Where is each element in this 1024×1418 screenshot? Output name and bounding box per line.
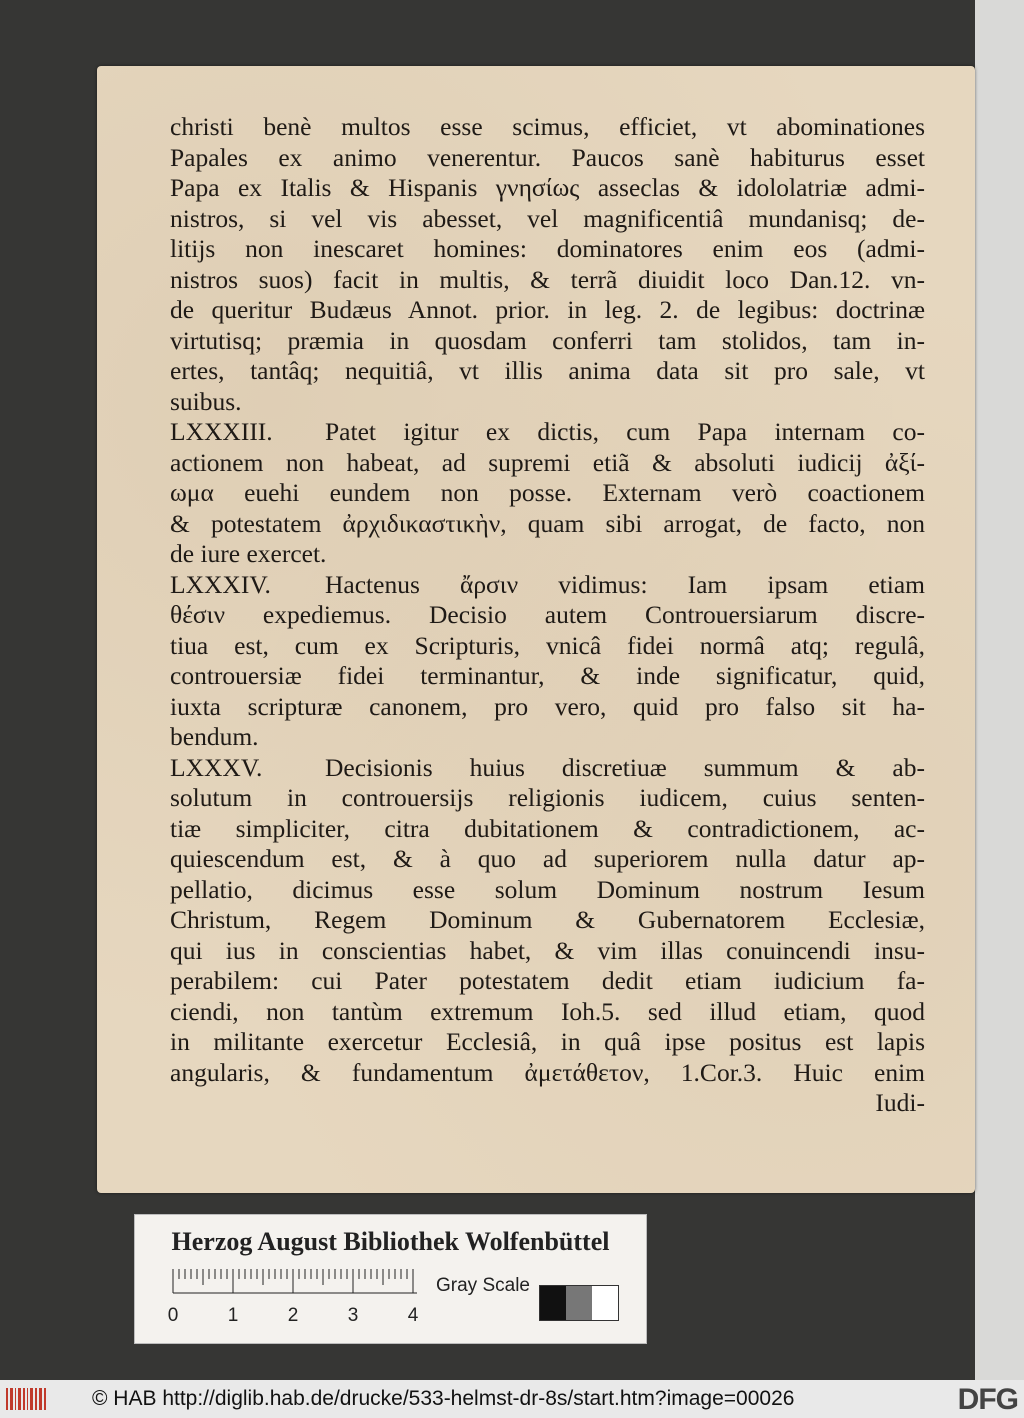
line-text: Hactenus ἄρσιν vidimus: Iam ipsam etiam xyxy=(325,569,925,599)
text-line xyxy=(170,234,925,265)
gray-swatch xyxy=(592,1286,618,1320)
line-text: Papales ex animo venerentur. Paucos sanè habiturus esset xyxy=(170,142,925,172)
gray-scale-label: Gray Scale xyxy=(436,1275,530,1296)
line-text: ertes, tantâq; nequitiâ, vt illis anima data sit pro sale, vt xyxy=(170,356,925,385)
line-text: Papa ex Italis & Hispanis γνησίως asseclas & idololatriæ admi- xyxy=(170,173,925,202)
line-text: Patet igitur ex dictis, cum Papa internam co- xyxy=(325,417,925,446)
text-line xyxy=(170,478,925,509)
copyright-url[interactable]: © HAB http://diglib.hab.de/drucke/533-helmst-dr-8s/start.htm?image=00026 xyxy=(92,1387,795,1410)
ruler xyxy=(165,1265,435,1325)
text-line xyxy=(170,1058,925,1089)
text-line xyxy=(170,356,925,387)
text-line xyxy=(170,570,925,601)
text-line xyxy=(170,997,925,1028)
footer xyxy=(0,1380,1024,1418)
text-line xyxy=(170,661,925,692)
gray-scale-swatches xyxy=(539,1285,619,1321)
text-line xyxy=(170,265,925,296)
line-text: qui ius in conscientias habet, & vim illas conuincendi insu- xyxy=(170,935,925,965)
text-line xyxy=(170,692,925,723)
line-text: ωμα euehi eundem non posse. Externam verò coactionem xyxy=(170,478,925,507)
text-line xyxy=(170,600,925,631)
gray-swatch xyxy=(566,1286,592,1320)
text-line xyxy=(170,173,925,204)
section-number: LXXXIII. xyxy=(170,417,273,446)
line-text: controuersiæ fidei terminantur, & inde significatur, quid, xyxy=(170,661,925,690)
line-text: θέσιν expediemus. Decisio autem Controuersiarum discre- xyxy=(170,600,925,629)
ruler-label: 1 xyxy=(227,1305,239,1325)
line-text: suibus. xyxy=(170,386,242,416)
text-line xyxy=(170,1027,925,1058)
line-text: & potestatem ἀρχιδικαστικὴν, quam sibi arrogat, de facto, non xyxy=(170,508,925,538)
text-line xyxy=(170,448,925,479)
catchword: Iudi- xyxy=(875,1088,925,1117)
line-text: pellatio, dicimus esse solum Dominum nostrum Iesum xyxy=(170,874,925,904)
text-line xyxy=(170,753,925,784)
line-text: quiescendum est, & à quo ad superiorem nulla datur ap- xyxy=(170,844,925,873)
library-name: Herzog August Bibliothek Wolfenbüttel xyxy=(171,1227,610,1256)
adjacent-page-edge xyxy=(975,0,1024,1380)
text-line xyxy=(170,844,925,875)
line-text: nistros suos) facit in multis, & terrã diuidit loco Dan.12. vn- xyxy=(170,264,925,294)
text-line xyxy=(170,631,925,662)
text-line xyxy=(170,936,925,967)
line-text: solutum in controuersijs religionis iudicem, cuius senten- xyxy=(170,783,925,812)
text-line xyxy=(170,204,925,235)
ruler-label: 2 xyxy=(287,1305,299,1325)
gray-swatch xyxy=(540,1286,566,1320)
ruler-label: 4 xyxy=(407,1305,419,1325)
line-text: Decisionis huius discretiuæ summum & ab- xyxy=(325,752,925,782)
text-line xyxy=(170,509,925,540)
barcode-icon xyxy=(6,1388,46,1410)
line-text: de iure exercet. xyxy=(170,539,327,568)
page-text xyxy=(170,112,925,1119)
text-line xyxy=(170,814,925,845)
line-text: tiæ simpliciter, citra dubitationem & contradictionem, ac- xyxy=(170,813,925,843)
color-calibration-bar xyxy=(134,1214,647,1344)
line-text: bendum. xyxy=(170,722,259,751)
line-text: ciendi, non tantùm extremum Ioh.5. sed illud etiam, quod xyxy=(170,996,925,1026)
text-line xyxy=(170,112,925,143)
text-line xyxy=(170,875,925,906)
line-text: christi benè multos esse scimus, efficiet, vt abominationes xyxy=(170,112,925,141)
dfg-logo: DFG xyxy=(957,1383,1018,1416)
line-text: in militante exercetur Ecclesiâ, in quâ ipse positus est lapis xyxy=(170,1027,925,1056)
text-line xyxy=(170,417,925,448)
line-text: de queritur Budæus Annot. prior. in leg. 2. de legibus: doctrinæ xyxy=(170,295,925,324)
line-text: nistros, si vel vis abesset, vel magnificentiâ mundanisq; de- xyxy=(170,203,925,233)
text-line xyxy=(170,539,925,570)
text-line xyxy=(170,966,925,997)
section-number: LXXXV. xyxy=(170,752,263,782)
ruler-label: 0 xyxy=(167,1305,179,1325)
line-text: iuxta scripturæ canonem, pro vero, quid pro falso sit ha- xyxy=(170,691,925,721)
ruler-label: 3 xyxy=(347,1305,359,1325)
line-text: virtutisq; præmia in quosdam conferri tam stolidos, tam in- xyxy=(170,325,925,355)
line-text: angularis, & fundamentum ἀμετάθετον, 1.Cor.3. Huic enim xyxy=(170,1057,925,1087)
text-line xyxy=(170,722,925,753)
text-line xyxy=(170,326,925,357)
text-line xyxy=(170,295,925,326)
text-line xyxy=(170,387,925,418)
line-text: litijs non inescaret homines: dominatores enim eos (admi- xyxy=(170,234,925,263)
text-line xyxy=(170,783,925,814)
text-line xyxy=(170,905,925,936)
line-text: tiua est, cum ex Scripturis, vnicâ fidei normâ atq; regulâ, xyxy=(170,630,925,660)
line-text: Christum, Regem Dominum & Gubernatorem Ecclesiæ, xyxy=(170,905,925,934)
line-text: actionem non habeat, ad supremi etiã & absoluti iudicij ἀξί- xyxy=(170,447,925,477)
text-line xyxy=(170,143,925,174)
line-text: perabilem: cui Pater potestatem dedit etiam iudicium fa- xyxy=(170,966,925,995)
section-number: LXXXIV. xyxy=(170,569,271,599)
